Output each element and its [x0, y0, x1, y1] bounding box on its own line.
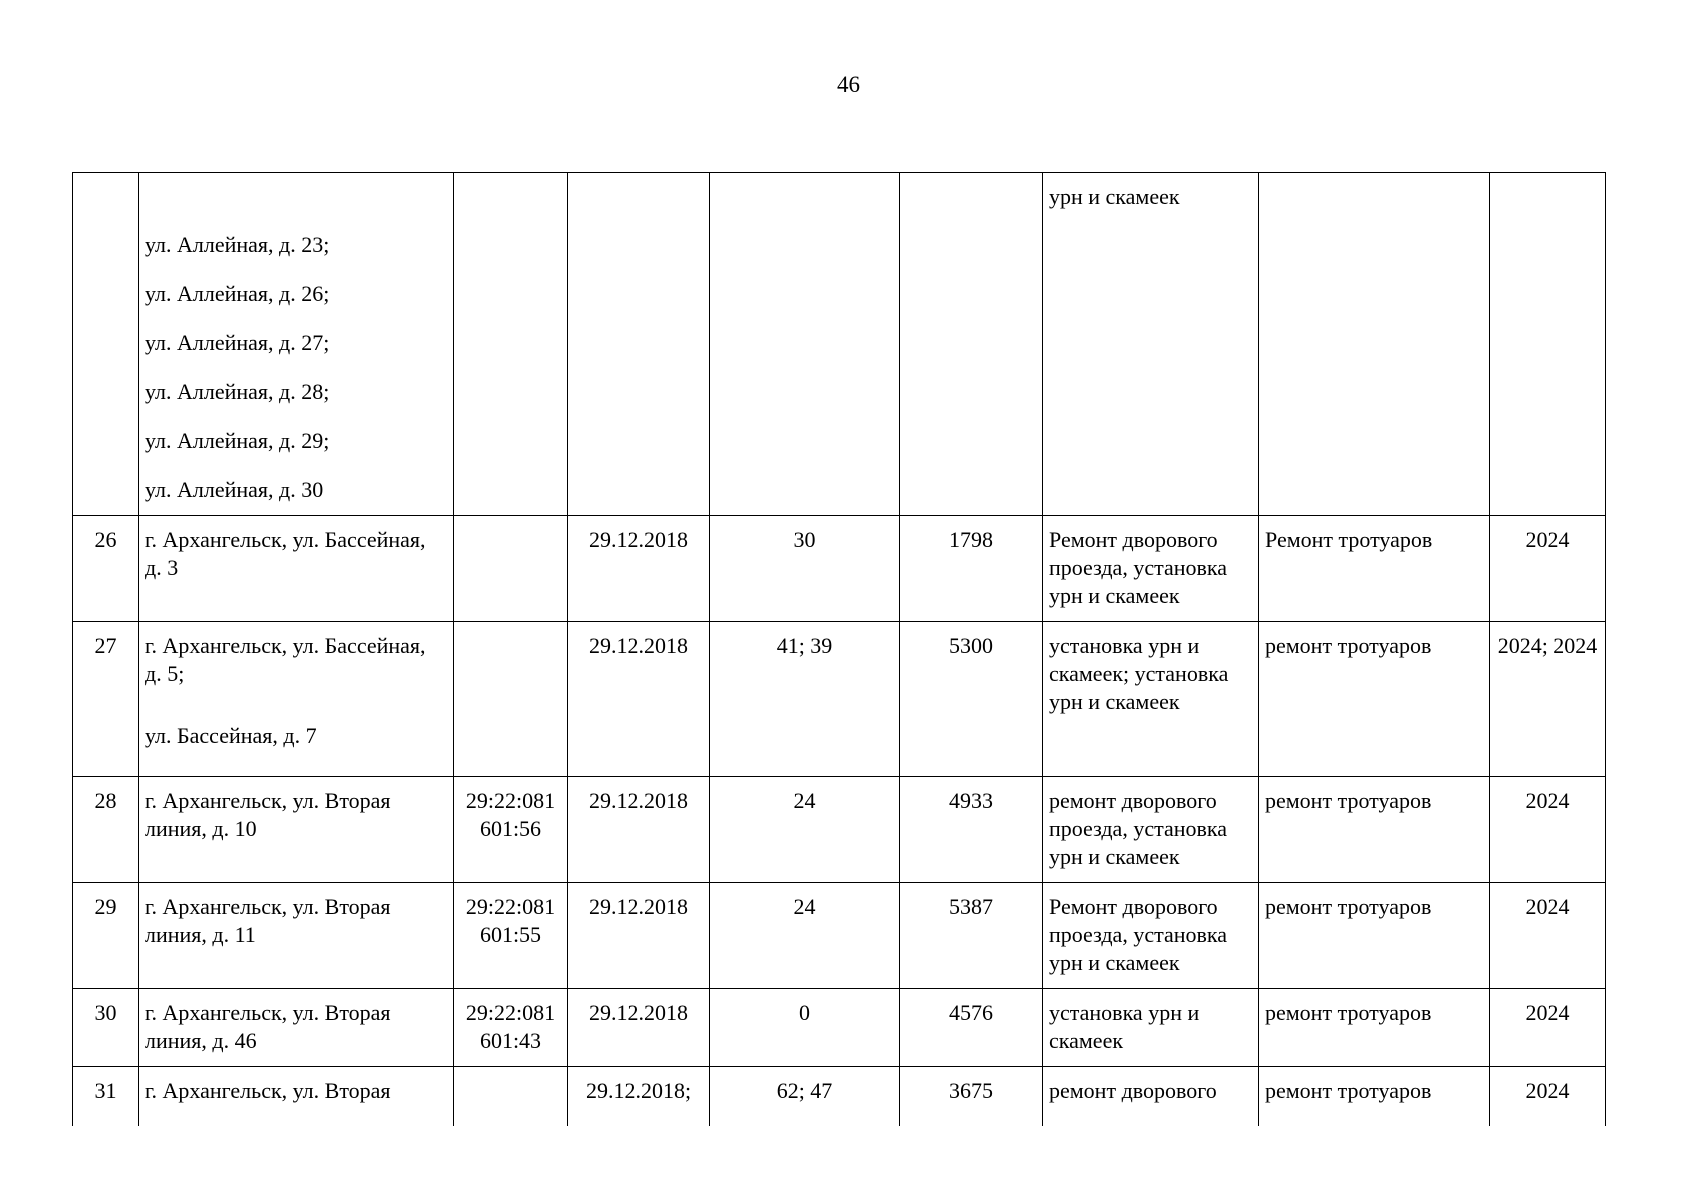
cell-year: 2024: [1490, 989, 1606, 1067]
cell-cadastral: [454, 516, 568, 622]
cell-area-a: [710, 173, 900, 516]
cell-cadastral: 29:22:081 601:55: [454, 883, 568, 989]
address-line: ул. Аллейная, д. 29;: [145, 428, 330, 453]
cell-address: [139, 622, 454, 777]
cell-year: 2024: [1490, 777, 1606, 883]
cell-date: [568, 173, 710, 516]
cell-works-secondary: ремонт тротуаров: [1259, 989, 1490, 1067]
cell-area-b: 5300: [900, 622, 1043, 777]
cell-works-secondary: ремонт тротуаров: [1259, 1067, 1490, 1127]
table-row-continuation: [73, 173, 1606, 516]
address-line: ул. Аллейная, д. 30: [145, 477, 324, 502]
cell-num: 26: [73, 516, 139, 622]
cell-num: [73, 173, 139, 516]
cell-num: 30: [73, 989, 139, 1067]
address-line: ул. Аллейная, д. 28;: [145, 379, 330, 404]
cell-address: г. Архангельск, ул. Вторая линия, д. 11: [139, 883, 454, 989]
table-row: [73, 516, 1606, 622]
cell-year: 2024; 2024: [1490, 622, 1606, 777]
address-line-extra: ул. Бассейная, д. 7: [145, 723, 317, 748]
address-line: ул. Аллейная, д. 26;: [145, 281, 330, 306]
table-row: [73, 622, 1606, 777]
cell-date: 29.12.2018: [568, 622, 710, 777]
cell-area-b: 1798: [900, 516, 1043, 622]
address-list: [145, 231, 447, 504]
cell-date: 29.12.2018: [568, 883, 710, 989]
cell-cadastral: 29:22:081 601:43: [454, 989, 568, 1067]
cell-works-secondary: ремонт тротуаров: [1259, 883, 1490, 989]
cell-area-b: 3675: [900, 1067, 1043, 1127]
cell-area-a: 30: [710, 516, 900, 622]
cell-year: [1490, 173, 1606, 516]
cell-cadastral: [454, 622, 568, 777]
cell-area-a: 62; 47: [710, 1067, 900, 1127]
cell-area-b: 4576: [900, 989, 1043, 1067]
cell-date: 29.12.2018: [568, 777, 710, 883]
cell-date: 29.12.2018;: [568, 1067, 710, 1127]
cell-year: 2024: [1490, 883, 1606, 989]
cell-date: 29.12.2018: [568, 516, 710, 622]
cell-works-primary: ремонт дворового: [1043, 1067, 1259, 1127]
table-row: [73, 989, 1606, 1067]
table-row: [73, 883, 1606, 989]
cell-date: 29.12.2018: [568, 989, 710, 1067]
cell-num: 29: [73, 883, 139, 989]
cell-cadastral: [454, 1067, 568, 1127]
cell-area-a: 0: [710, 989, 900, 1067]
cell-address: г. Архангельск, ул. Бассейная, д. 3: [139, 516, 454, 622]
cell-num: 27: [73, 622, 139, 777]
cell-num: 31: [73, 1067, 139, 1127]
cell-works-primary: Ремонт дворового проезда, установка урн и скамеек: [1043, 516, 1259, 622]
address-line: ул. Аллейная, д. 27;: [145, 330, 330, 355]
cell-works-primary: урн и скамеек: [1043, 173, 1259, 516]
cell-year: 2024: [1490, 516, 1606, 622]
cell-works-secondary: ремонт тротуаров: [1259, 622, 1490, 777]
cell-address: г. Архангельск, ул. Вторая: [139, 1067, 454, 1127]
cell-works-primary: установка урн и скамеек: [1043, 989, 1259, 1067]
cell-works-secondary: ремонт тротуаров: [1259, 777, 1490, 883]
cell-area-a: 24: [710, 883, 900, 989]
cell-num: 28: [73, 777, 139, 883]
table-row: [73, 1067, 1606, 1127]
cell-cadastral: 29:22:081 601:56: [454, 777, 568, 883]
cell-area-b: 4933: [900, 777, 1043, 883]
cell-area-b: 5387: [900, 883, 1043, 989]
cell-year: 2024: [1490, 1067, 1606, 1127]
page-number: 46: [837, 72, 860, 97]
address-line: г. Архангельск, ул. Бассейная, д. 5;: [145, 633, 426, 686]
cell-works-secondary: [1259, 173, 1490, 516]
cell-address: [139, 173, 454, 516]
table-row: [73, 777, 1606, 883]
improvement-register-table: [72, 172, 1606, 1126]
cell-works-primary: установка урн и скамеек; установка урн и скамеек: [1043, 622, 1259, 777]
address-line: ул. Аллейная, д. 23;: [145, 232, 330, 257]
cell-area-b: [900, 173, 1043, 516]
cell-works-secondary: Ремонт тротуаров: [1259, 516, 1490, 622]
cell-area-a: 41; 39: [710, 622, 900, 777]
cell-address: г. Архангельск, ул. Вторая линия, д. 10: [139, 777, 454, 883]
cell-cadastral: [454, 173, 568, 516]
cell-works-primary: ремонт дворового проезда, установка урн и скамеек: [1043, 777, 1259, 883]
cell-area-a: 24: [710, 777, 900, 883]
cell-works-primary: Ремонт дворового проезда, установка урн и скамеек: [1043, 883, 1259, 989]
cell-address: г. Архангельск, ул. Вторая линия, д. 46: [139, 989, 454, 1067]
